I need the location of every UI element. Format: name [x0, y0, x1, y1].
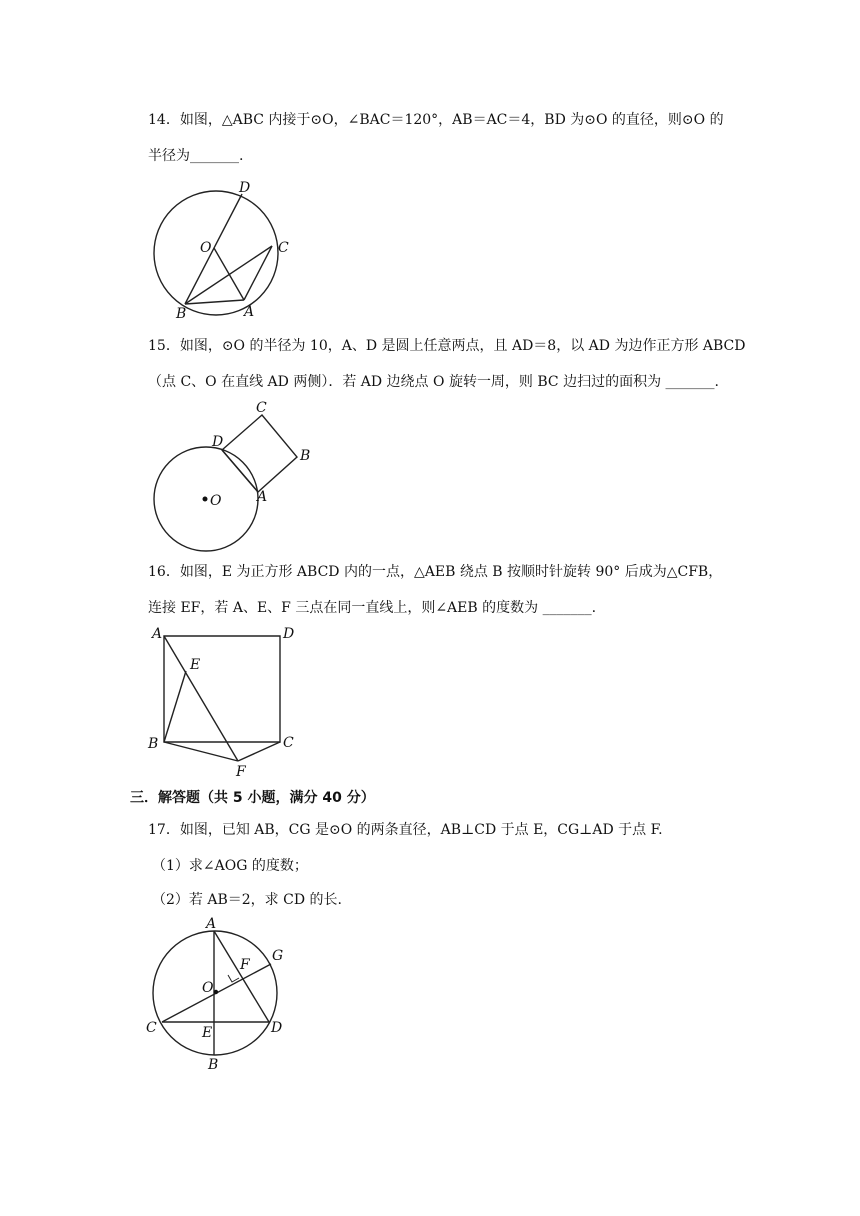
q16-label-a: A [152, 626, 163, 642]
q16-square-abcd [164, 636, 280, 742]
q17-center-dot [214, 990, 218, 994]
q16-label-b: B [148, 736, 159, 752]
q14-label-c: C [278, 240, 289, 256]
q14-text-line1: 14．如图，△ABC 内接于⊙O，∠BAC＝120°，AB＝AC＝4，BD 为⊙O 的直径，则⊙O 的 [148, 112, 724, 128]
q17-figure [140, 914, 310, 1074]
q14-segment-ab [185, 300, 244, 304]
q17-label-o: O [202, 980, 214, 996]
q15-segment-ad [222, 450, 258, 492]
q16-label-c: C [283, 735, 294, 751]
q15-figure [140, 398, 330, 548]
q17-label-b: B [208, 1057, 219, 1073]
q15-square-abcd [222, 415, 297, 492]
q15-label-a: A [257, 489, 268, 505]
q16-segment-be [164, 671, 186, 742]
q14-label-a: A [244, 304, 255, 320]
q14-segment-bc [185, 246, 272, 304]
q15-label-c: C [256, 400, 267, 416]
q16-label-e: E [190, 657, 201, 673]
q14-label-b: B [176, 306, 187, 322]
q14-diameter-bd [185, 194, 242, 304]
q16-label-d: D [283, 626, 295, 642]
q14-segment-ac [244, 246, 272, 300]
q15-label-b: B [300, 448, 311, 464]
q17-chord-ad [214, 931, 269, 1022]
q15-label-o: O [210, 493, 222, 509]
q17-right-angle-mark [228, 975, 239, 982]
q16-figure [140, 624, 310, 779]
q17-label-g: G [272, 948, 284, 964]
q17-label-c: C [146, 1020, 157, 1036]
q14-segment-oa [214, 248, 244, 300]
q14-label-o: O [200, 240, 212, 256]
q16-label-f: F [236, 764, 246, 780]
q16-segment-cf [238, 742, 280, 761]
q17-part1: （1）求∠AOG 的度数； [152, 858, 308, 874]
q14-circle [154, 191, 278, 315]
q15-text-line1: 15．如图，⊙O 的半径为 10，A、D 是圆上任意两点，且 AD＝8，以 AD 为边作正方形 ABCD [148, 338, 746, 354]
q17-label-a: A [206, 916, 217, 932]
q17-label-d: D [271, 1020, 283, 1036]
q15-label-d: D [212, 434, 224, 450]
q17-label-f: F [240, 957, 250, 973]
q17-text-line1: 17．如图，已知 AB，CG 是⊙O 的两条直径，AB⊥CD 于点 E，CG⊥AD 于点 F. [148, 822, 663, 838]
q14-figure [140, 178, 320, 323]
q17-label-e: E [202, 1025, 213, 1041]
q15-center-dot [203, 497, 208, 502]
q17-part2: （2）若 AB＝2，求 CD 的长. [152, 892, 342, 908]
q16-text-line1: 16．如图，E 为正方形 ABCD 内的一点，△AEB 绕点 B 按顺时针旋转 90° 后成为△CFB， [148, 564, 723, 580]
q14-label-d: D [239, 180, 251, 196]
section3-heading: 三．解答题（共 5 小题，满分 40 分） [130, 790, 375, 806]
q16-segment-bf [164, 742, 238, 761]
q15-text-line2: （点 C、O 在直线 AD 两侧）．若 AD 边绕点 O 旋转一周，则 BC 边扫过的面积为 _______. [148, 374, 719, 390]
q14-text-line2: 半径为_______. [148, 148, 244, 164]
q16-text-line2: 连接 EF，若 A、E、F 三点在同一直线上，则∠AEB 的度数为 _______. [148, 600, 597, 616]
